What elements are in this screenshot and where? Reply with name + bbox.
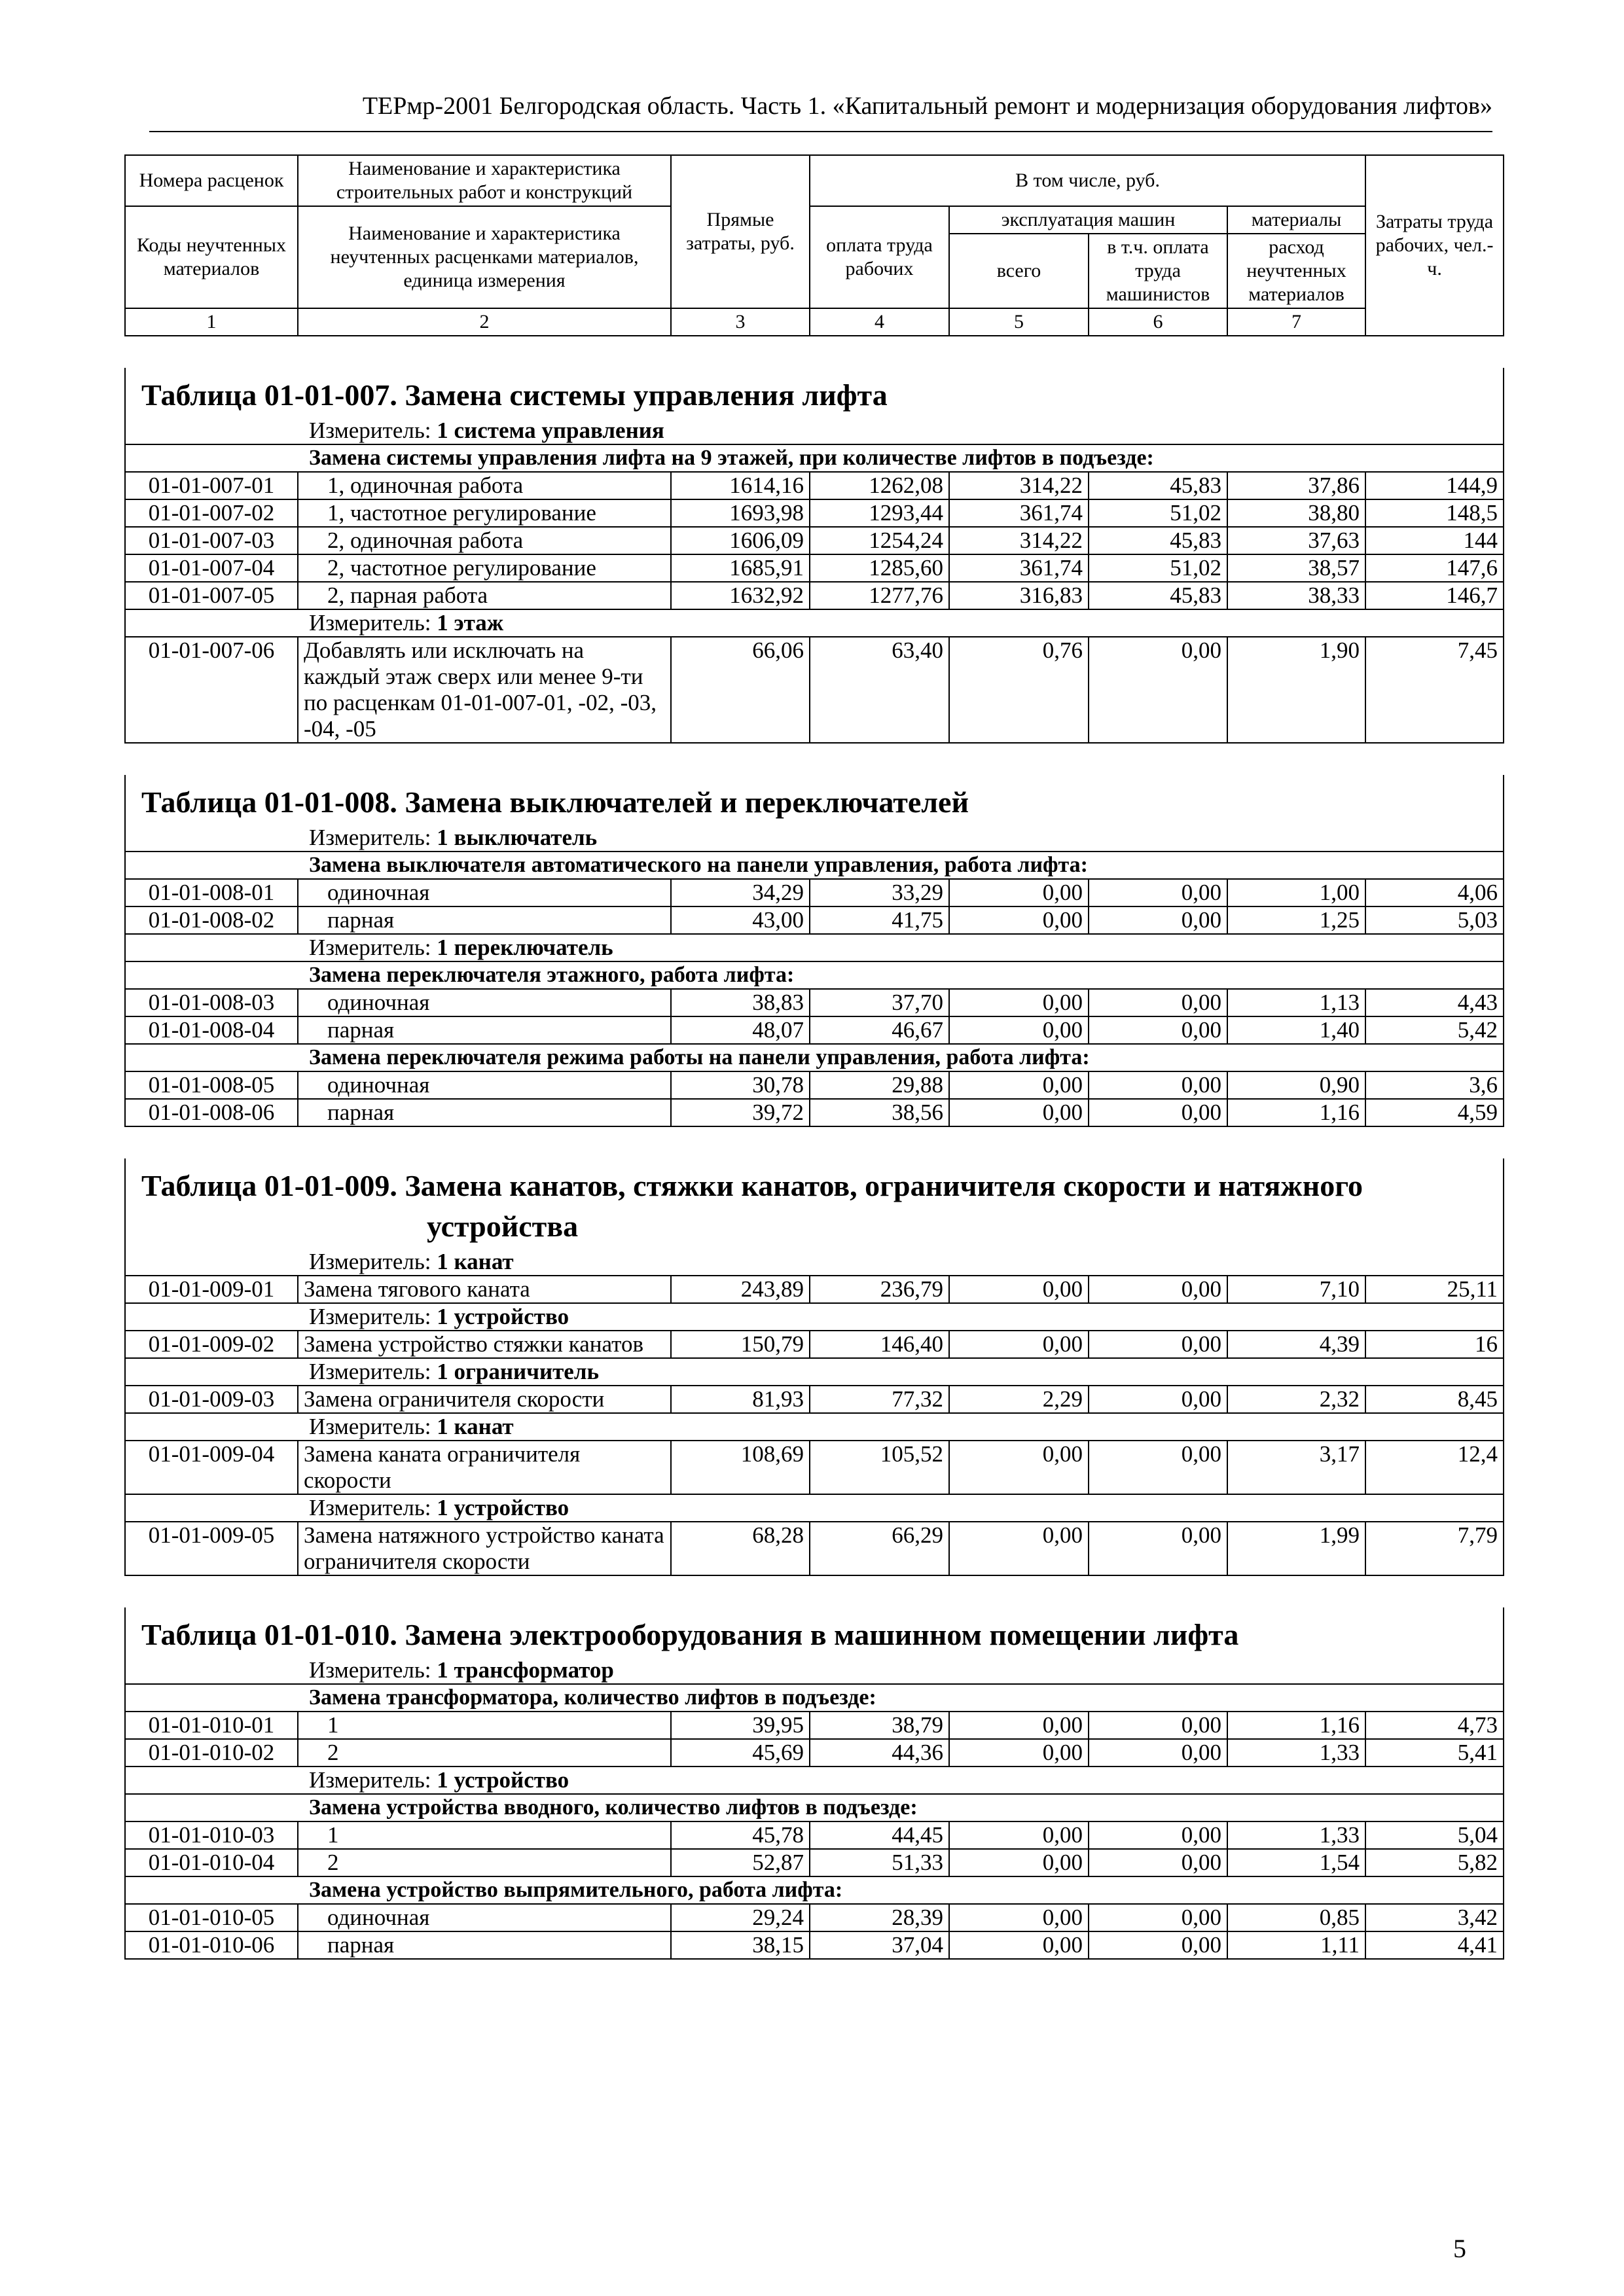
measure-row xyxy=(125,1249,1504,1276)
col-ekspl: эксплуатация машин xyxy=(949,206,1227,234)
measure-row xyxy=(125,1767,1504,1794)
direct-costs: 30,78 xyxy=(671,1071,810,1099)
work-name: 1, частотное регулирование xyxy=(298,499,671,527)
wages: 37,70 xyxy=(810,989,949,1016)
work-name: 2 xyxy=(298,1849,671,1876)
work-name: Замена тягового каната xyxy=(298,1276,671,1303)
wages: 1285,60 xyxy=(810,554,949,582)
measure-label: Измеритель: xyxy=(309,418,437,443)
machines-total: 314,22 xyxy=(949,527,1089,554)
col-naim: Наименование и характеристика строительных работ и конструкций xyxy=(298,155,671,206)
machinists-wages: 0,00 xyxy=(1089,1712,1227,1739)
machines-total: 0,00 xyxy=(949,1821,1089,1849)
rate-code: 01-01-010-02 xyxy=(125,1739,298,1767)
wages: 46,67 xyxy=(810,1016,949,1044)
col-vsego: всего xyxy=(949,234,1089,308)
measure-label: Измеритель: xyxy=(309,1657,437,1683)
work-name: Добавлять или исключать на каждый этаж сверх или менее 9-ти по расценкам 01-01-007-01, -02, -03, -04, -05 xyxy=(298,637,671,743)
machinists-wages: 45,83 xyxy=(1089,582,1227,609)
work-name: одиночная xyxy=(298,1904,671,1931)
rate-code: 01-01-010-03 xyxy=(125,1821,298,1849)
machinists-wages: 0,00 xyxy=(1089,1441,1227,1494)
work-name: 2 xyxy=(298,1739,671,1767)
col-nomera: Номера расценок xyxy=(125,155,298,206)
section-gap xyxy=(125,743,1504,775)
machinists-wages: 45,83 xyxy=(1089,527,1227,554)
measure-value: 1 канат xyxy=(437,1249,514,1274)
wages: 44,45 xyxy=(810,1821,949,1849)
materials: 1,25 xyxy=(1227,906,1365,934)
col-zatraty: Затраты труда рабочих, чел.-ч. xyxy=(1365,155,1504,336)
wages: 33,29 xyxy=(810,879,949,906)
labor-hours: 148,5 xyxy=(1365,499,1504,527)
wages: 236,79 xyxy=(810,1276,949,1303)
machinists-wages: 0,00 xyxy=(1089,1522,1227,1575)
measure-row xyxy=(125,1358,1504,1386)
measure-row xyxy=(125,825,1504,852)
table-row xyxy=(125,1821,1504,1849)
direct-costs: 66,06 xyxy=(671,637,810,743)
labor-hours: 3,6 xyxy=(1365,1071,1504,1099)
materials: 37,86 xyxy=(1227,472,1365,499)
materials: 38,33 xyxy=(1227,582,1365,609)
table-row xyxy=(125,1522,1504,1575)
machinists-wages: 0,00 xyxy=(1089,1071,1227,1099)
wages: 105,52 xyxy=(810,1441,949,1494)
table-title: Таблица 01-01-010. Замена электрооборудования в машинном помещении лифта xyxy=(125,1607,1504,1657)
measure-value: 1 трансформатор xyxy=(437,1657,614,1683)
labor-hours: 5,42 xyxy=(1365,1016,1504,1044)
direct-costs: 243,89 xyxy=(671,1276,810,1303)
labor-hours: 147,6 xyxy=(1365,554,1504,582)
rate-code: 01-01-008-05 xyxy=(125,1071,298,1099)
table-title: Таблица 01-01-009. Замена канатов, стяжки канатов, ограничителя скорости и натяжного xyxy=(125,1158,1504,1208)
rate-code: 01-01-009-05 xyxy=(125,1522,298,1575)
measure-label: Измеритель: xyxy=(309,1414,437,1439)
labor-hours: 5,04 xyxy=(1365,1821,1504,1849)
machines-total: 0,00 xyxy=(949,906,1089,934)
table-title: Таблица 01-01-007. Замена системы управления лифта xyxy=(125,368,1504,418)
machines-total: 0,00 xyxy=(949,1931,1089,1959)
col-number-3: 3 xyxy=(671,308,810,336)
rate-code: 01-01-007-01 xyxy=(125,472,298,499)
materials: 1,13 xyxy=(1227,989,1365,1016)
machines-total: 0,00 xyxy=(949,1739,1089,1767)
rate-code: 01-01-009-04 xyxy=(125,1441,298,1494)
wages: 38,79 xyxy=(810,1712,949,1739)
measure-value: 1 устройство xyxy=(437,1767,569,1793)
section-gap xyxy=(125,336,1504,368)
direct-costs: 29,24 xyxy=(671,1904,810,1931)
group-heading: Замена переключателя режима работы на панели управления, работа лифта: xyxy=(125,1044,1504,1071)
table-row xyxy=(125,1276,1504,1303)
work-name: парная xyxy=(298,906,671,934)
machines-total: 0,00 xyxy=(949,1441,1089,1494)
col-number-2: 2 xyxy=(298,308,671,336)
direct-costs: 38,83 xyxy=(671,989,810,1016)
table-row xyxy=(125,1386,1504,1413)
wages: 77,32 xyxy=(810,1386,949,1413)
table-row xyxy=(125,1331,1504,1358)
machines-total: 0,00 xyxy=(949,1522,1089,1575)
rate-code: 01-01-009-03 xyxy=(125,1386,298,1413)
machinists-wages: 51,02 xyxy=(1089,554,1227,582)
col-pryamye: Прямые затраты, руб. xyxy=(671,155,810,308)
rate-code: 01-01-007-05 xyxy=(125,582,298,609)
materials: 1,11 xyxy=(1227,1931,1365,1959)
direct-costs: 81,93 xyxy=(671,1386,810,1413)
materials: 0,90 xyxy=(1227,1071,1365,1099)
rate-code: 01-01-007-04 xyxy=(125,554,298,582)
machinists-wages: 0,00 xyxy=(1089,1931,1227,1959)
rate-code: 01-01-008-04 xyxy=(125,1016,298,1044)
table-title: Таблица 01-01-008. Замена выключателей и переключателей xyxy=(125,775,1504,825)
machines-total: 0,00 xyxy=(949,1904,1089,1931)
wages: 63,40 xyxy=(810,637,949,743)
materials: 1,54 xyxy=(1227,1849,1365,1876)
rate-code: 01-01-008-02 xyxy=(125,906,298,934)
machines-total: 0,00 xyxy=(949,1276,1089,1303)
measure-row xyxy=(125,418,1504,444)
measure-row xyxy=(125,609,1504,637)
materials: 1,33 xyxy=(1227,1739,1365,1767)
col-oplata: оплата труда рабочих xyxy=(810,206,949,308)
section-gap xyxy=(125,1575,1504,1607)
table-row xyxy=(125,879,1504,906)
work-name: парная xyxy=(298,1931,671,1959)
labor-hours: 4,41 xyxy=(1365,1931,1504,1959)
measure-value: 1 переключатель xyxy=(437,935,613,960)
measure-row xyxy=(125,1303,1504,1331)
table-row xyxy=(125,1931,1504,1959)
direct-costs: 108,69 xyxy=(671,1441,810,1494)
machinists-wages: 0,00 xyxy=(1089,637,1227,743)
measure-value: 1 устройство xyxy=(437,1304,569,1329)
group-heading: Замена трансформатора, количество лифтов в подъезде: xyxy=(125,1684,1504,1712)
work-name: Замена натяжного устройство каната ограничителя скорости xyxy=(298,1522,671,1575)
col-naim2: Наименование и характеристика неучтенных расценками материалов, единица измерения xyxy=(298,206,671,308)
machines-total: 361,74 xyxy=(949,499,1089,527)
col-vtom: В том числе, руб. xyxy=(810,155,1365,206)
table-row xyxy=(125,499,1504,527)
materials: 1,00 xyxy=(1227,879,1365,906)
measure-value: 1 система управления xyxy=(437,418,664,443)
labor-hours: 12,4 xyxy=(1365,1441,1504,1494)
wages: 1254,24 xyxy=(810,527,949,554)
wages: 51,33 xyxy=(810,1849,949,1876)
machines-total: 0,76 xyxy=(949,637,1089,743)
rate-code: 01-01-007-02 xyxy=(125,499,298,527)
measure-label: Измеритель: xyxy=(309,1249,437,1274)
col-number-7: 7 xyxy=(1227,308,1365,336)
direct-costs: 1614,16 xyxy=(671,472,810,499)
table-row xyxy=(125,1071,1504,1099)
work-name: парная xyxy=(298,1016,671,1044)
rates-table xyxy=(124,154,1504,1960)
table-row xyxy=(125,582,1504,609)
machines-total: 0,00 xyxy=(949,1712,1089,1739)
col-number-6: 6 xyxy=(1089,308,1227,336)
wages: 28,39 xyxy=(810,1904,949,1931)
section-gap xyxy=(125,1126,1504,1158)
materials: 4,39 xyxy=(1227,1331,1365,1358)
materials: 37,63 xyxy=(1227,527,1365,554)
labor-hours: 4,73 xyxy=(1365,1712,1504,1739)
rate-code: 01-01-007-03 xyxy=(125,527,298,554)
work-name: 1 xyxy=(298,1821,671,1849)
machinists-wages: 0,00 xyxy=(1089,1849,1227,1876)
labor-hours: 25,11 xyxy=(1365,1276,1504,1303)
group-heading: Замена устройства вводного, количество лифтов в подъезде: xyxy=(125,1794,1504,1821)
machinists-wages: 0,00 xyxy=(1089,989,1227,1016)
wages: 1293,44 xyxy=(810,499,949,527)
table-row xyxy=(125,906,1504,934)
machinists-wages: 45,83 xyxy=(1089,472,1227,499)
direct-costs: 45,69 xyxy=(671,1739,810,1767)
direct-costs: 1685,91 xyxy=(671,554,810,582)
machines-total: 0,00 xyxy=(949,989,1089,1016)
machines-total: 361,74 xyxy=(949,554,1089,582)
work-name: Замена ограничителя скорости xyxy=(298,1386,671,1413)
rate-code: 01-01-010-01 xyxy=(125,1712,298,1739)
table-row xyxy=(125,989,1504,1016)
work-name: одиночная xyxy=(298,879,671,906)
wages: 66,29 xyxy=(810,1522,949,1575)
measure-row xyxy=(125,934,1504,961)
direct-costs: 38,15 xyxy=(671,1931,810,1959)
materials: 2,32 xyxy=(1227,1386,1365,1413)
machines-total: 0,00 xyxy=(949,1071,1089,1099)
work-name: 2, парная работа xyxy=(298,582,671,609)
col-number-4: 4 xyxy=(810,308,949,336)
labor-hours: 7,45 xyxy=(1365,637,1504,743)
measure-value: 1 устройство xyxy=(437,1495,569,1520)
materials: 38,57 xyxy=(1227,554,1365,582)
labor-hours: 144 xyxy=(1365,527,1504,554)
materials: 3,17 xyxy=(1227,1441,1365,1494)
measure-label: Измеритель: xyxy=(309,1304,437,1329)
labor-hours: 16 xyxy=(1365,1331,1504,1358)
materials: 1,16 xyxy=(1227,1099,1365,1126)
work-name: 1 xyxy=(298,1712,671,1739)
rate-code: 01-01-010-05 xyxy=(125,1904,298,1931)
wages: 44,36 xyxy=(810,1739,949,1767)
measure-label: Измеритель: xyxy=(309,825,437,850)
machinists-wages: 51,02 xyxy=(1089,499,1227,527)
rate-code: 01-01-007-06 xyxy=(125,637,298,743)
rate-code: 01-01-008-01 xyxy=(125,879,298,906)
measure-row xyxy=(125,1413,1504,1441)
group-heading: Замена выключателя автоматического на панели управления, работа лифта: xyxy=(125,852,1504,879)
materials: 7,10 xyxy=(1227,1276,1365,1303)
col-number-1: 1 xyxy=(125,308,298,336)
table-row xyxy=(125,554,1504,582)
rate-code: 01-01-010-04 xyxy=(125,1849,298,1876)
materials: 38,80 xyxy=(1227,499,1365,527)
direct-costs: 39,95 xyxy=(671,1712,810,1739)
measure-value: 1 этаж xyxy=(437,610,504,636)
header-rule xyxy=(149,131,1492,132)
direct-costs: 52,87 xyxy=(671,1849,810,1876)
wages: 29,88 xyxy=(810,1071,949,1099)
labor-hours: 3,42 xyxy=(1365,1904,1504,1931)
measure-label: Измеритель: xyxy=(309,1359,437,1384)
measure-value: 1 ограничитель xyxy=(437,1359,599,1384)
machinists-wages: 0,00 xyxy=(1089,1276,1227,1303)
machinists-wages: 0,00 xyxy=(1089,1739,1227,1767)
machinists-wages: 0,00 xyxy=(1089,1821,1227,1849)
labor-hours: 7,79 xyxy=(1365,1522,1504,1575)
measure-value: 1 выключатель xyxy=(437,825,598,850)
col-kody: Коды неучтенных материалов xyxy=(125,206,298,308)
machines-total: 0,00 xyxy=(949,1849,1089,1876)
materials: 0,85 xyxy=(1227,1904,1365,1931)
materials: 1,40 xyxy=(1227,1016,1365,1044)
measure-value: 1 канат xyxy=(437,1414,514,1439)
work-name: одиночная xyxy=(298,1071,671,1099)
machinists-wages: 0,00 xyxy=(1089,879,1227,906)
group-heading: Замена устройство выпрямительного, работа лифта: xyxy=(125,1876,1504,1904)
table-row xyxy=(125,527,1504,554)
machinists-wages: 0,00 xyxy=(1089,1904,1227,1931)
wages: 146,40 xyxy=(810,1331,949,1358)
measure-label: Измеритель: xyxy=(309,935,437,960)
work-name: парная xyxy=(298,1099,671,1126)
measure-row xyxy=(125,1657,1504,1684)
direct-costs: 150,79 xyxy=(671,1331,810,1358)
col-vtch: в т.ч. оплата труда машинистов xyxy=(1089,234,1227,308)
direct-costs: 43,00 xyxy=(671,906,810,934)
table-row xyxy=(125,1099,1504,1126)
group-heading: Замена переключателя этажного, работа лифта: xyxy=(125,961,1504,989)
labor-hours: 8,45 xyxy=(1365,1386,1504,1413)
work-name: Замена каната ограничителя скорости xyxy=(298,1441,671,1494)
measure-label: Измеритель: xyxy=(309,610,437,636)
machines-total: 314,22 xyxy=(949,472,1089,499)
table-title: устройства xyxy=(125,1208,1504,1249)
table-row xyxy=(125,472,1504,499)
direct-costs: 39,72 xyxy=(671,1099,810,1126)
group-heading: Замена системы управления лифта на 9 этажей, при количестве лифтов в подъезде: xyxy=(125,444,1504,472)
work-name: 2, частотное регулирование xyxy=(298,554,671,582)
machines-total: 0,00 xyxy=(949,1099,1089,1126)
direct-costs: 68,28 xyxy=(671,1522,810,1575)
rate-code: 01-01-008-06 xyxy=(125,1099,298,1126)
labor-hours: 4,59 xyxy=(1365,1099,1504,1126)
materials: 1,90 xyxy=(1227,637,1365,743)
machines-total: 0,00 xyxy=(949,879,1089,906)
table-row xyxy=(125,1849,1504,1876)
labor-hours: 5,41 xyxy=(1365,1739,1504,1767)
wages: 1262,08 xyxy=(810,472,949,499)
measure-row xyxy=(125,1494,1504,1522)
wages: 38,56 xyxy=(810,1099,949,1126)
direct-costs: 45,78 xyxy=(671,1821,810,1849)
work-name: 1, одиночная работа xyxy=(298,472,671,499)
materials: 1,33 xyxy=(1227,1821,1365,1849)
table-row xyxy=(125,1739,1504,1767)
machinists-wages: 0,00 xyxy=(1089,1386,1227,1413)
direct-costs: 48,07 xyxy=(671,1016,810,1044)
work-name: 2, одиночная работа xyxy=(298,527,671,554)
materials: 1,99 xyxy=(1227,1522,1365,1575)
machinists-wages: 0,00 xyxy=(1089,1331,1227,1358)
work-name: одиночная xyxy=(298,989,671,1016)
col-number-5: 5 xyxy=(949,308,1089,336)
wages: 37,04 xyxy=(810,1931,949,1959)
wages: 41,75 xyxy=(810,906,949,934)
machinists-wages: 0,00 xyxy=(1089,1099,1227,1126)
labor-hours: 5,82 xyxy=(1365,1849,1504,1876)
machinists-wages: 0,00 xyxy=(1089,1016,1227,1044)
running-header: ТЕРмр-2001 Белгородская область. Часть 1. «Капитальный ремонт и модернизация оборудования лифтов» xyxy=(362,92,1492,120)
rate-code: 01-01-009-02 xyxy=(125,1331,298,1358)
direct-costs: 1606,09 xyxy=(671,527,810,554)
machines-total: 0,00 xyxy=(949,1331,1089,1358)
wages: 1277,76 xyxy=(810,582,949,609)
machines-total: 316,83 xyxy=(949,582,1089,609)
machines-total: 2,29 xyxy=(949,1386,1089,1413)
rate-code: 01-01-010-06 xyxy=(125,1931,298,1959)
machines-total: 0,00 xyxy=(949,1016,1089,1044)
table-row xyxy=(125,1712,1504,1739)
table-row xyxy=(125,1904,1504,1931)
measure-label: Измеритель: xyxy=(309,1495,437,1520)
rate-code: 01-01-008-03 xyxy=(125,989,298,1016)
machinists-wages: 0,00 xyxy=(1089,906,1227,934)
materials: 1,16 xyxy=(1227,1712,1365,1739)
measure-label: Измеритель: xyxy=(309,1767,437,1793)
direct-costs: 1632,92 xyxy=(671,582,810,609)
col-rashod: расход неучтенных материалов xyxy=(1227,234,1365,308)
direct-costs: 1693,98 xyxy=(671,499,810,527)
labor-hours: 144,9 xyxy=(1365,472,1504,499)
labor-hours: 146,7 xyxy=(1365,582,1504,609)
labor-hours: 4,43 xyxy=(1365,989,1504,1016)
table-row xyxy=(125,1441,1504,1494)
labor-hours: 5,03 xyxy=(1365,906,1504,934)
direct-costs: 34,29 xyxy=(671,879,810,906)
labor-hours: 4,06 xyxy=(1365,879,1504,906)
page-number: 5 xyxy=(1453,2234,1466,2263)
col-materialy: материалы xyxy=(1227,206,1365,234)
rate-code: 01-01-009-01 xyxy=(125,1276,298,1303)
table-row xyxy=(125,637,1504,743)
work-name: Замена устройство стяжки канатов xyxy=(298,1331,671,1358)
table-row xyxy=(125,1016,1504,1044)
